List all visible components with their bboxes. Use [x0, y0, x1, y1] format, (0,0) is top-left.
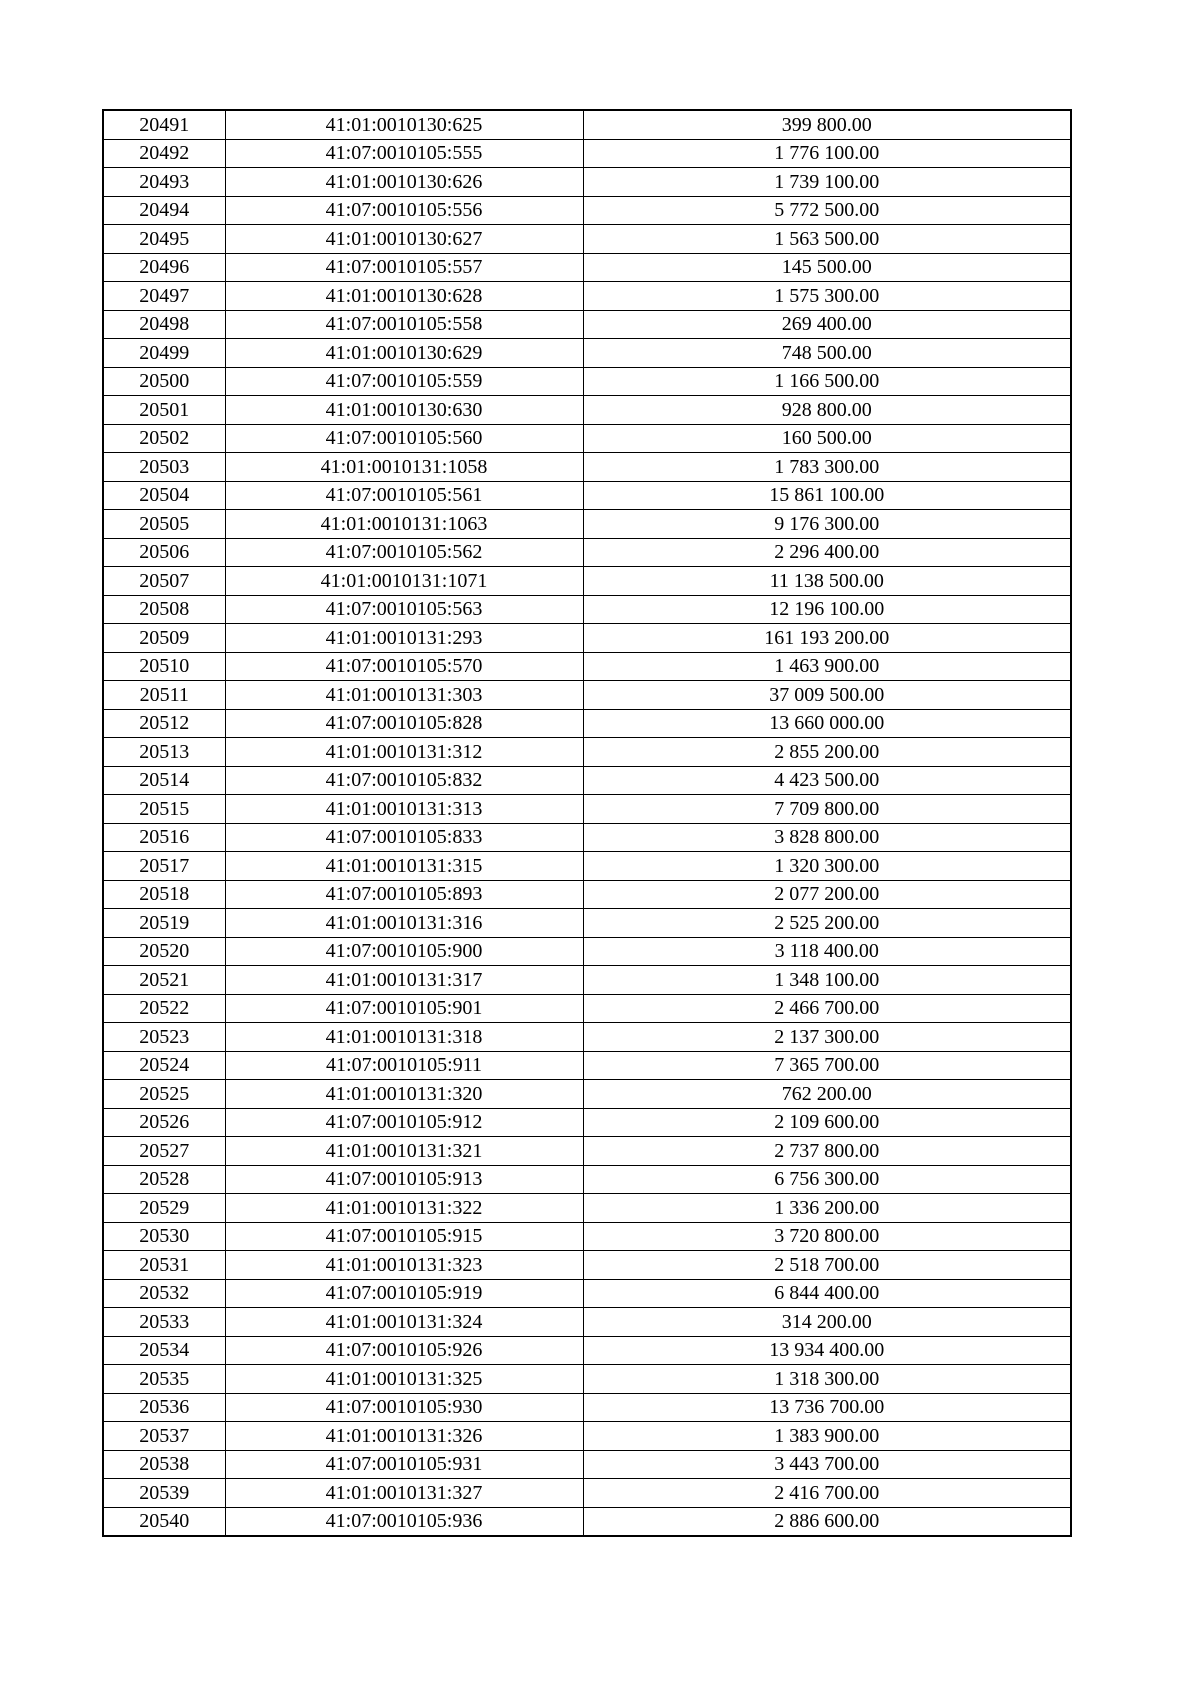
table-row	[103, 681, 1071, 710]
cadastral-value-cell: 7 365 700.00	[583, 1051, 1071, 1080]
table-row	[103, 196, 1071, 225]
row-number-cell: 20529	[103, 1194, 225, 1223]
table-row	[103, 1336, 1071, 1365]
cadastral-number-cell: 41:01:0010131:293	[225, 624, 583, 653]
cadastral-number-cell: 41:01:0010131:323	[225, 1251, 583, 1280]
cadastral-value-cell: 3 443 700.00	[583, 1450, 1071, 1479]
table-row	[103, 253, 1071, 282]
cadastral-value-cell: 3 118 400.00	[583, 937, 1071, 966]
cadastral-number-cell: 41:07:0010105:828	[225, 709, 583, 738]
cadastral-value-cell: 6 844 400.00	[583, 1279, 1071, 1308]
cadastral-value-cell: 1 575 300.00	[583, 282, 1071, 311]
row-number-cell: 20532	[103, 1279, 225, 1308]
cadastral-value-cell: 1 739 100.00	[583, 168, 1071, 197]
table-row	[103, 339, 1071, 368]
row-number-cell: 20528	[103, 1165, 225, 1194]
row-number-cell: 20498	[103, 310, 225, 339]
cadastral-number-cell: 41:01:0010131:1071	[225, 567, 583, 596]
table-row	[103, 1422, 1071, 1451]
cadastral-value-cell: 161 193 200.00	[583, 624, 1071, 653]
cadastral-value-cell: 5 772 500.00	[583, 196, 1071, 225]
row-number-cell: 20492	[103, 139, 225, 168]
table-row	[103, 1450, 1071, 1479]
cadastral-number-cell: 41:01:0010131:324	[225, 1308, 583, 1337]
row-number-cell: 20513	[103, 738, 225, 767]
row-number-cell: 20516	[103, 823, 225, 852]
row-number-cell: 20517	[103, 852, 225, 881]
cadastral-value-cell: 1 776 100.00	[583, 139, 1071, 168]
cadastral-number-cell: 41:07:0010105:919	[225, 1279, 583, 1308]
table-row	[103, 909, 1071, 938]
cadastral-number-cell: 41:07:0010105:558	[225, 310, 583, 339]
cadastral-number-cell: 41:07:0010105:561	[225, 481, 583, 510]
cadastral-number-cell: 41:01:0010130:626	[225, 168, 583, 197]
cadastral-number-cell: 41:07:0010105:900	[225, 937, 583, 966]
cadastral-value-cell: 1 383 900.00	[583, 1422, 1071, 1451]
cadastral-number-cell: 41:07:0010105:915	[225, 1222, 583, 1251]
cadastral-value-cell: 145 500.00	[583, 253, 1071, 282]
row-number-cell: 20505	[103, 510, 225, 539]
cadastral-value-table	[102, 109, 1072, 1537]
cadastral-number-cell: 41:01:0010131:316	[225, 909, 583, 938]
table-row	[103, 310, 1071, 339]
table-body	[103, 110, 1071, 1536]
table-row	[103, 139, 1071, 168]
cadastral-value-cell: 2 416 700.00	[583, 1479, 1071, 1508]
cadastral-value-cell: 1 336 200.00	[583, 1194, 1071, 1223]
cadastral-number-cell: 41:07:0010105:563	[225, 595, 583, 624]
table-row	[103, 567, 1071, 596]
table-row	[103, 424, 1071, 453]
table-row	[103, 225, 1071, 254]
cadastral-number-cell: 41:01:0010131:315	[225, 852, 583, 881]
row-number-cell: 20507	[103, 567, 225, 596]
cadastral-number-cell: 41:01:0010131:1058	[225, 453, 583, 482]
cadastral-number-cell: 41:07:0010105:557	[225, 253, 583, 282]
row-number-cell: 20500	[103, 367, 225, 396]
cadastral-number-cell: 41:01:0010131:325	[225, 1365, 583, 1394]
table-row	[103, 396, 1071, 425]
row-number-cell: 20503	[103, 453, 225, 482]
cadastral-number-cell: 41:07:0010105:912	[225, 1108, 583, 1137]
cadastral-number-cell: 41:07:0010105:930	[225, 1393, 583, 1422]
table-row	[103, 1194, 1071, 1223]
cadastral-value-cell: 399 800.00	[583, 110, 1071, 139]
cadastral-value-cell: 928 800.00	[583, 396, 1071, 425]
cadastral-value-cell: 160 500.00	[583, 424, 1071, 453]
cadastral-number-cell: 41:07:0010105:911	[225, 1051, 583, 1080]
cadastral-value-cell: 2 518 700.00	[583, 1251, 1071, 1280]
row-number-cell: 20510	[103, 652, 225, 681]
cadastral-number-cell: 41:01:0010130:625	[225, 110, 583, 139]
row-number-cell: 20535	[103, 1365, 225, 1394]
table-row	[103, 282, 1071, 311]
row-number-cell: 20501	[103, 396, 225, 425]
row-number-cell: 20537	[103, 1422, 225, 1451]
row-number-cell: 20534	[103, 1336, 225, 1365]
table-row	[103, 795, 1071, 824]
cadastral-number-cell: 41:01:0010130:630	[225, 396, 583, 425]
cadastral-number-cell: 41:01:0010131:322	[225, 1194, 583, 1223]
cadastral-number-cell: 41:07:0010105:913	[225, 1165, 583, 1194]
row-number-cell: 20494	[103, 196, 225, 225]
table-row	[103, 1051, 1071, 1080]
row-number-cell: 20518	[103, 880, 225, 909]
cadastral-value-cell: 2 137 300.00	[583, 1023, 1071, 1052]
row-number-cell: 20523	[103, 1023, 225, 1052]
cadastral-number-cell: 41:01:0010131:1063	[225, 510, 583, 539]
row-number-cell: 20502	[103, 424, 225, 453]
table-row	[103, 823, 1071, 852]
table-row	[103, 1507, 1071, 1536]
row-number-cell: 20497	[103, 282, 225, 311]
cadastral-number-cell: 41:01:0010131:320	[225, 1080, 583, 1109]
cadastral-value-cell: 1 563 500.00	[583, 225, 1071, 254]
table-row	[103, 709, 1071, 738]
table-row	[103, 367, 1071, 396]
cadastral-value-cell: 762 200.00	[583, 1080, 1071, 1109]
cadastral-value-cell: 7 709 800.00	[583, 795, 1071, 824]
table-row	[103, 1080, 1071, 1109]
cadastral-value-cell: 13 660 000.00	[583, 709, 1071, 738]
table-row	[103, 966, 1071, 995]
cadastral-number-cell: 41:07:0010105:559	[225, 367, 583, 396]
cadastral-number-cell: 41:01:0010130:628	[225, 282, 583, 311]
table-row	[103, 852, 1071, 881]
table-row	[103, 538, 1071, 567]
cadastral-number-cell: 41:01:0010131:326	[225, 1422, 583, 1451]
table-row	[103, 1023, 1071, 1052]
table-row	[103, 1308, 1071, 1337]
cadastral-value-cell: 314 200.00	[583, 1308, 1071, 1337]
table-row	[103, 1251, 1071, 1280]
row-number-cell: 20539	[103, 1479, 225, 1508]
cadastral-value-cell: 15 861 100.00	[583, 481, 1071, 510]
table-row	[103, 1393, 1071, 1422]
cadastral-value-cell: 13 736 700.00	[583, 1393, 1071, 1422]
table-row	[103, 1479, 1071, 1508]
table-row	[103, 624, 1071, 653]
cadastral-value-cell: 2 077 200.00	[583, 880, 1071, 909]
cadastral-number-cell: 41:07:0010105:556	[225, 196, 583, 225]
row-number-cell: 20524	[103, 1051, 225, 1080]
table-row	[103, 481, 1071, 510]
cadastral-value-cell: 2 855 200.00	[583, 738, 1071, 767]
cadastral-value-cell: 12 196 100.00	[583, 595, 1071, 624]
cadastral-number-cell: 41:07:0010105:833	[225, 823, 583, 852]
cadastral-value-cell: 748 500.00	[583, 339, 1071, 368]
table-row	[103, 110, 1071, 139]
row-number-cell: 20515	[103, 795, 225, 824]
cadastral-number-cell: 41:07:0010105:562	[225, 538, 583, 567]
cadastral-value-cell: 37 009 500.00	[583, 681, 1071, 710]
table-row	[103, 738, 1071, 767]
cadastral-number-cell: 41:07:0010105:936	[225, 1507, 583, 1536]
cadastral-value-cell: 1 348 100.00	[583, 966, 1071, 995]
cadastral-value-cell: 2 109 600.00	[583, 1108, 1071, 1137]
row-number-cell: 20511	[103, 681, 225, 710]
cadastral-number-cell: 41:01:0010130:629	[225, 339, 583, 368]
cadastral-value-cell: 13 934 400.00	[583, 1336, 1071, 1365]
cadastral-value-cell: 4 423 500.00	[583, 766, 1071, 795]
row-number-cell: 20538	[103, 1450, 225, 1479]
cadastral-value-cell: 1 463 900.00	[583, 652, 1071, 681]
row-number-cell: 20533	[103, 1308, 225, 1337]
row-number-cell: 20499	[103, 339, 225, 368]
table-row	[103, 652, 1071, 681]
table-row	[103, 880, 1071, 909]
cadastral-value-cell: 2 525 200.00	[583, 909, 1071, 938]
table-row	[103, 1108, 1071, 1137]
cadastral-value-cell: 269 400.00	[583, 310, 1071, 339]
cadastral-value-cell: 11 138 500.00	[583, 567, 1071, 596]
row-number-cell: 20531	[103, 1251, 225, 1280]
row-number-cell: 20526	[103, 1108, 225, 1137]
row-number-cell: 20495	[103, 225, 225, 254]
table-row	[103, 766, 1071, 795]
cadastral-number-cell: 41:01:0010131:327	[225, 1479, 583, 1508]
row-number-cell: 20509	[103, 624, 225, 653]
table-row	[103, 994, 1071, 1023]
row-number-cell: 20491	[103, 110, 225, 139]
row-number-cell: 20540	[103, 1507, 225, 1536]
row-number-cell: 20496	[103, 253, 225, 282]
cadastral-value-cell: 9 176 300.00	[583, 510, 1071, 539]
cadastral-number-cell: 41:01:0010131:318	[225, 1023, 583, 1052]
cadastral-value-cell: 2 466 700.00	[583, 994, 1071, 1023]
row-number-cell: 20521	[103, 966, 225, 995]
row-number-cell: 20525	[103, 1080, 225, 1109]
cadastral-value-cell: 2 296 400.00	[583, 538, 1071, 567]
cadastral-value-cell: 6 756 300.00	[583, 1165, 1071, 1194]
cadastral-value-cell: 3 828 800.00	[583, 823, 1071, 852]
cadastral-number-cell: 41:07:0010105:832	[225, 766, 583, 795]
table-row	[103, 595, 1071, 624]
row-number-cell: 20536	[103, 1393, 225, 1422]
row-number-cell: 20512	[103, 709, 225, 738]
table-row	[103, 168, 1071, 197]
row-number-cell: 20514	[103, 766, 225, 795]
cadastral-number-cell: 41:07:0010105:555	[225, 139, 583, 168]
row-number-cell: 20493	[103, 168, 225, 197]
row-number-cell: 20508	[103, 595, 225, 624]
cadastral-value-cell: 2 886 600.00	[583, 1507, 1071, 1536]
cadastral-number-cell: 41:01:0010131:303	[225, 681, 583, 710]
cadastral-number-cell: 41:01:0010130:627	[225, 225, 583, 254]
cadastral-number-cell: 41:07:0010105:560	[225, 424, 583, 453]
table-row	[103, 1165, 1071, 1194]
cadastral-value-cell: 1 783 300.00	[583, 453, 1071, 482]
cadastral-number-cell: 41:01:0010131:321	[225, 1137, 583, 1166]
cadastral-value-cell: 1 318 300.00	[583, 1365, 1071, 1394]
table-row	[103, 1222, 1071, 1251]
cadastral-number-cell: 41:07:0010105:931	[225, 1450, 583, 1479]
row-number-cell: 20519	[103, 909, 225, 938]
cadastral-number-cell: 41:07:0010105:893	[225, 880, 583, 909]
cadastral-number-cell: 41:07:0010105:901	[225, 994, 583, 1023]
cadastral-number-cell: 41:01:0010131:313	[225, 795, 583, 824]
cadastral-value-cell: 1 166 500.00	[583, 367, 1071, 396]
table-row	[103, 1137, 1071, 1166]
cadastral-number-cell: 41:07:0010105:926	[225, 1336, 583, 1365]
cadastral-number-cell: 41:01:0010131:312	[225, 738, 583, 767]
cadastral-number-cell: 41:07:0010105:570	[225, 652, 583, 681]
table-row	[103, 510, 1071, 539]
cadastral-value-cell: 2 737 800.00	[583, 1137, 1071, 1166]
table-row	[103, 1365, 1071, 1394]
row-number-cell: 20504	[103, 481, 225, 510]
table-row	[103, 1279, 1071, 1308]
table-row	[103, 937, 1071, 966]
cadastral-value-cell: 3 720 800.00	[583, 1222, 1071, 1251]
cadastral-value-cell: 1 320 300.00	[583, 852, 1071, 881]
row-number-cell: 20530	[103, 1222, 225, 1251]
row-number-cell: 20506	[103, 538, 225, 567]
row-number-cell: 20520	[103, 937, 225, 966]
cadastral-number-cell: 41:01:0010131:317	[225, 966, 583, 995]
table-row	[103, 453, 1071, 482]
row-number-cell: 20522	[103, 994, 225, 1023]
row-number-cell: 20527	[103, 1137, 225, 1166]
